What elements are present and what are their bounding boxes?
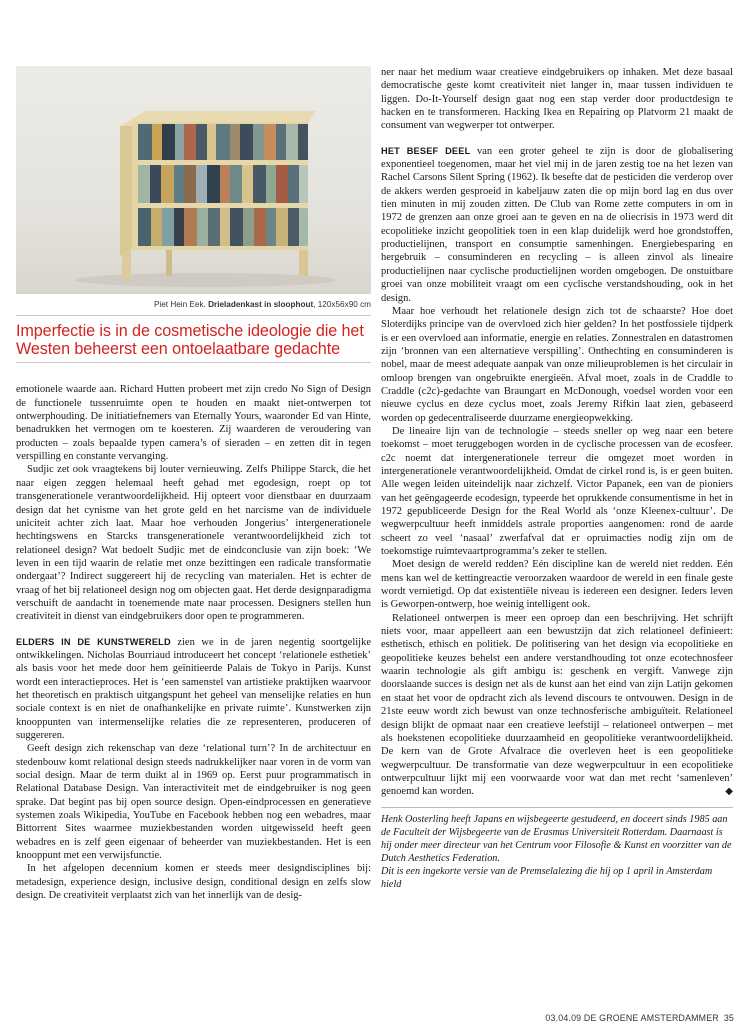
right-paragraph-5: Moet design de wereld redden? Eén discipline kan de wereld niet redden. Eén mens kan wel de kettingreactie veroorzaken waardoor de wereld in een finale geste wordt vernietigd. Op dat existentiële niveau is iedereen een designer. Ieders leven is Geworpen-ontwerp, hoe weinig intelligent ook. [381, 559, 733, 611]
photo-caption [16, 300, 371, 316]
left-paragraph-3 [16, 636, 371, 743]
left-column [16, 66, 371, 902]
right-column [381, 66, 733, 891]
right-paragraph-4: De lineaire lijn van de technologie – steeds sneller op weg naar een betere toekomst – moet teruggebogen worden in de cyclische processen van de ecosfeer. c2c noemt dat intergenerationele terreur die omgezet moet worden in intergenerationele verantwoordelijkheid. Omdat de cirkel rond is, is er geen buiten. Alle wegen leiden uiteindelijk naar zichzelf. Victor Papanek, een van de pioniers van het geëngageerde ecodesign, typeerde het oprukkende consumentisme in het in 1972 gepubliceerde Design for the Real World als ‘onze Kleenex-cultuur’. De wegwerpcultuur heeft inmiddels astrale proporties aangenomen: rond de aarde scheert zo veel ‘nasaal’ zwerfafval dat er opruimacties nodig zijn om de toekomstige ruimtevaartprogramma’s zeker te stellen. [381, 425, 733, 558]
right-paragraph-2-text: van een groter geheel te zijn is door de globalisering exponentieel toegenomen, maar het viel mij in de jaren zestig toe na het lezen van Rachel Carsons Silent Spring (1962). Ik besefte dat de pesticiden die verderop over de akkers werden gesproeid in kabeljauw zaten die op mijn bord lag en dus over tien minuten in mij zouden zitten. De Club van Rome zette computers in om in 1972 de grenzen aan onze groei aan te geven en na de oliecrisis in 1973 werd dit ecopolitieke inzicht geopolitiek toen in een klap duidelijk werd hoe grondstoffen, productielijnen, transport en consumptie samenhingen. Energiebesparing en hergebruik – consuminderen en recycling – is alleen zinvol als lineaire productielijnen naar cyclische productielijnen worden omgebogen. De onstuitbare groei van onze mobiliteit vraagt om een cyclische verstandshouding, ook in het design. [381, 145, 733, 304]
page-footer [545, 1013, 734, 1023]
page-number: 35 [723, 1013, 734, 1023]
drawer-2 [138, 165, 308, 203]
left-paragraph-4: Geeft design zich rekenschap van deze ‘relational turn’? In de architectuur en stedenbouw komt relational design steeds nadrukkelijker naar voren in de vorm van social design. Maar de term duikt al in 1969 op. Eerst puur programmatisch in Relational Database Design. Van interactiviteit met de eindgebruiker is nog geen sprake. Dat begint pas bij open source design. Open-eindprocessen en generatieve systemen zoals Wikipedia, YouTube en Facebook hebben nog een webadres, maar Bittorrent Sites waarmee muziekbestanden worden uitgewisseld heeft geen webadres en is zelf geen eigenaar of beheerder van muziekbestanden. Het is een knooppunt met een verwijsfunctie. [16, 743, 371, 862]
photo-drieladenkast [16, 66, 371, 294]
drawer-1 [138, 124, 308, 160]
right-paragraph-2 [381, 145, 733, 305]
right-paragraph-6 [381, 612, 733, 799]
caption-name: Piet Hein Eek. [153, 300, 209, 309]
drawer-3 [138, 208, 308, 246]
right-paragraph-3: Maar hoe verhoudt het relationele design zich tot de schaarste? Hoe doet Sloterdijks principe van de overvloed zich hier gelden? In het postfossiele tijdperk is er een overvloed aan informatie, energie en relaties. Zonnestralen en datastromen zijn ‘bronnen van een alternatieve verspilling’. Onthechting en consuminderen is nobel, maar de meest adequate aanpak van onze milieuproblemen is het circulair in omloop brengen van ongebruikte energieën. Afval moet, zoals in de Craddle to Craddle (c2c)-gedachte van Braungart en McDonough, voedsel worden voor een nieuwe cyclus en deze cyclus moet, zoals Jeremy Rifkin laat zien, gebaseerd worden op gedecentraliseerde duurzame energieopwekking. [381, 305, 733, 424]
author-bio-text: Henk Oosterling heeft Japans en wijsbegeerte gestudeerd, en doceert sinds 1985 aan de Faculteit der Wijsbegeerte van de Erasmus Universiteit Rotterdam. Daarnaast is hij onder meer directeur van het Centrum voor Filosofie & Kunst en voorzitter van de Dutch Aesthetics Federation. [381, 813, 732, 864]
caption-title: Drieladenkast in sloophout [208, 300, 314, 309]
author-bio-note: Dit is een ingekorte versie van de Premselalezing die hij op 1 april in Amsterdam hield [381, 865, 713, 890]
section-lead-besef: HET BESEF DEEL [381, 145, 471, 156]
left-paragraph-1: emotionele waarde aan. Richard Hutten probeert met zijn credo No Sign of Design de functionele tussenruimte open te houden en maakt niet-ontwerpen tot ontwerphouding. De initiatiefnemers van Eternally Yours, waaronder Ed van Hinte, benadrukken het vermogen om te koesteren. Zij waarderen de veroudering van producten – zoals bepaalde typen camera’s of sieraden – en zetten dit in tegen verspilling en constante vervanging. [16, 384, 371, 463]
caption-dims: , 120x56x90 cm [313, 300, 371, 309]
author-bio [381, 807, 733, 891]
cabinet-illustration [16, 66, 371, 294]
left-paragraph-5: In het afgelopen decennium komen er steeds meer designdisciplines bij: metadesign, experience design, inclusive design, conditional design en zelfs slow design. De creativiteit verplaatst zich van het innerlijk van de desig- [16, 863, 371, 902]
right-paragraph-1: ner naar het medium waar creatieve eindgebruikers op inhaken. Met deze basaal democratische geste komt creativiteit niet langer in, maar tussen individuen te liggen. Do-It-Yourself design gaat nog een stap verder door productdesign te hacken en te transformeren. Hacking Ikea en Repairing op Platvorm 21 maakt de consument van wegwerper tot ontwerper. [381, 67, 733, 132]
pull-quote: Imperfectie is in de cosmetische ideologie die het Westen beheerst een ontoelaatbare gedachte [16, 322, 364, 359]
footer-publication: DE GROENE AMSTERDAMMER [581, 1013, 719, 1023]
end-mark-icon: ◆ [725, 786, 733, 798]
left-paragraph-2: Sudjic zet ook vraagtekens bij louter vernieuwing. Zelfs Philippe Starck, die het naar eigen zeggen helemaal heeft gehad met egodesign, roept op tot transgenerationele verantwoordelijkheid. Hij opteert voor dienstbaar en duurzaam design dat het cynisme van het grote geld en het narcisme van de individuele uniciteit achter zich laat. Maar hoe verhouden Jongerius’ intergenerationele hechtingswens en Starcks transgenerationele verantwoordelijkheid zich tot relationeel design? Wat bedoelt Sudjic met de eindconclusie van zijn boek: ‘We leven in een tijd waarin de relatie met onze bezittingen een radicale transformatie ondergaat’? Indirect suggereert hij de recycling van materialen. Het is echter de vraag of het bij relationeel design nog om objecten gaat. Het derde designparadigma verschuift de aandacht in toenemende mate naar processen. Designers stellen hun creativiteit in dienst van eindgebruikers door open te programmeren. [16, 464, 371, 623]
footer-date: 03.04.09 [545, 1013, 582, 1023]
left-paragraph-3-text: zien we in de jaren negentig soortgelijke ontwikkelingen. Nicholas Bourriaud introduceert het concept ‘relationele esthetiek’ als basis voor het mede door hem geïnitieerde Palais de Tokyo in Parijs. Kunst wordt een interactieproces. Het is ‘een samenstel van artistieke praktijken waarvoor het theoretisch en praktisch uitgangspunt het geheel van menselijke relaties en hun sociale context is en niet de onafhankelijke en private ruimte’. Kunstwerken zijn knooppunten van intermenselijke relaties die ze representeren, produceren of suggereren. [16, 636, 371, 741]
section-lead-elders: ELDERS IN DE KUNSTWERELD [16, 636, 171, 647]
right-paragraph-6-text: Relationeel ontwerpen is meer een oproep dan een beschrijving. Het schrijft niets voor, maar appelleert aan een bewustzijn dat zich relationeel definieert: esthetisch, ethisch en politiek. De politisering van het design via ecopolitieke en geopolitieke keuzes behelst een andere verstandhouding tot onze ecotechnosfeer waarin technologie als gift ambigu is: geschenk en vergift. Vanwege zijn doorslaande succes is design net als de kunst aan het eind van zijn Latijn gekomen en staat het voor de opdracht zich als levend discours te ontvouwen. Design in de 21ste eeuw wordt zich bewust van onze technosferische ambiguïteit. Relationeel design blijkt de opmaat naar een creatieve leefstijl – relationeel ontwerpen – met als hoekstenen ecopolitieke duurzaamheid en geopolitieke verantwoordelijkheid. De kern van de Grote Afvalrace die overleven heet is een geopolitieke wegwerpcultuur. De transformatie van deze wegwerpcultuur in een ecopolitieke ontwerpcultuur lijkt mij een voorwaarde voor wat dan met recht ‘samenleven’ genoemd kan worden. [381, 612, 733, 798]
